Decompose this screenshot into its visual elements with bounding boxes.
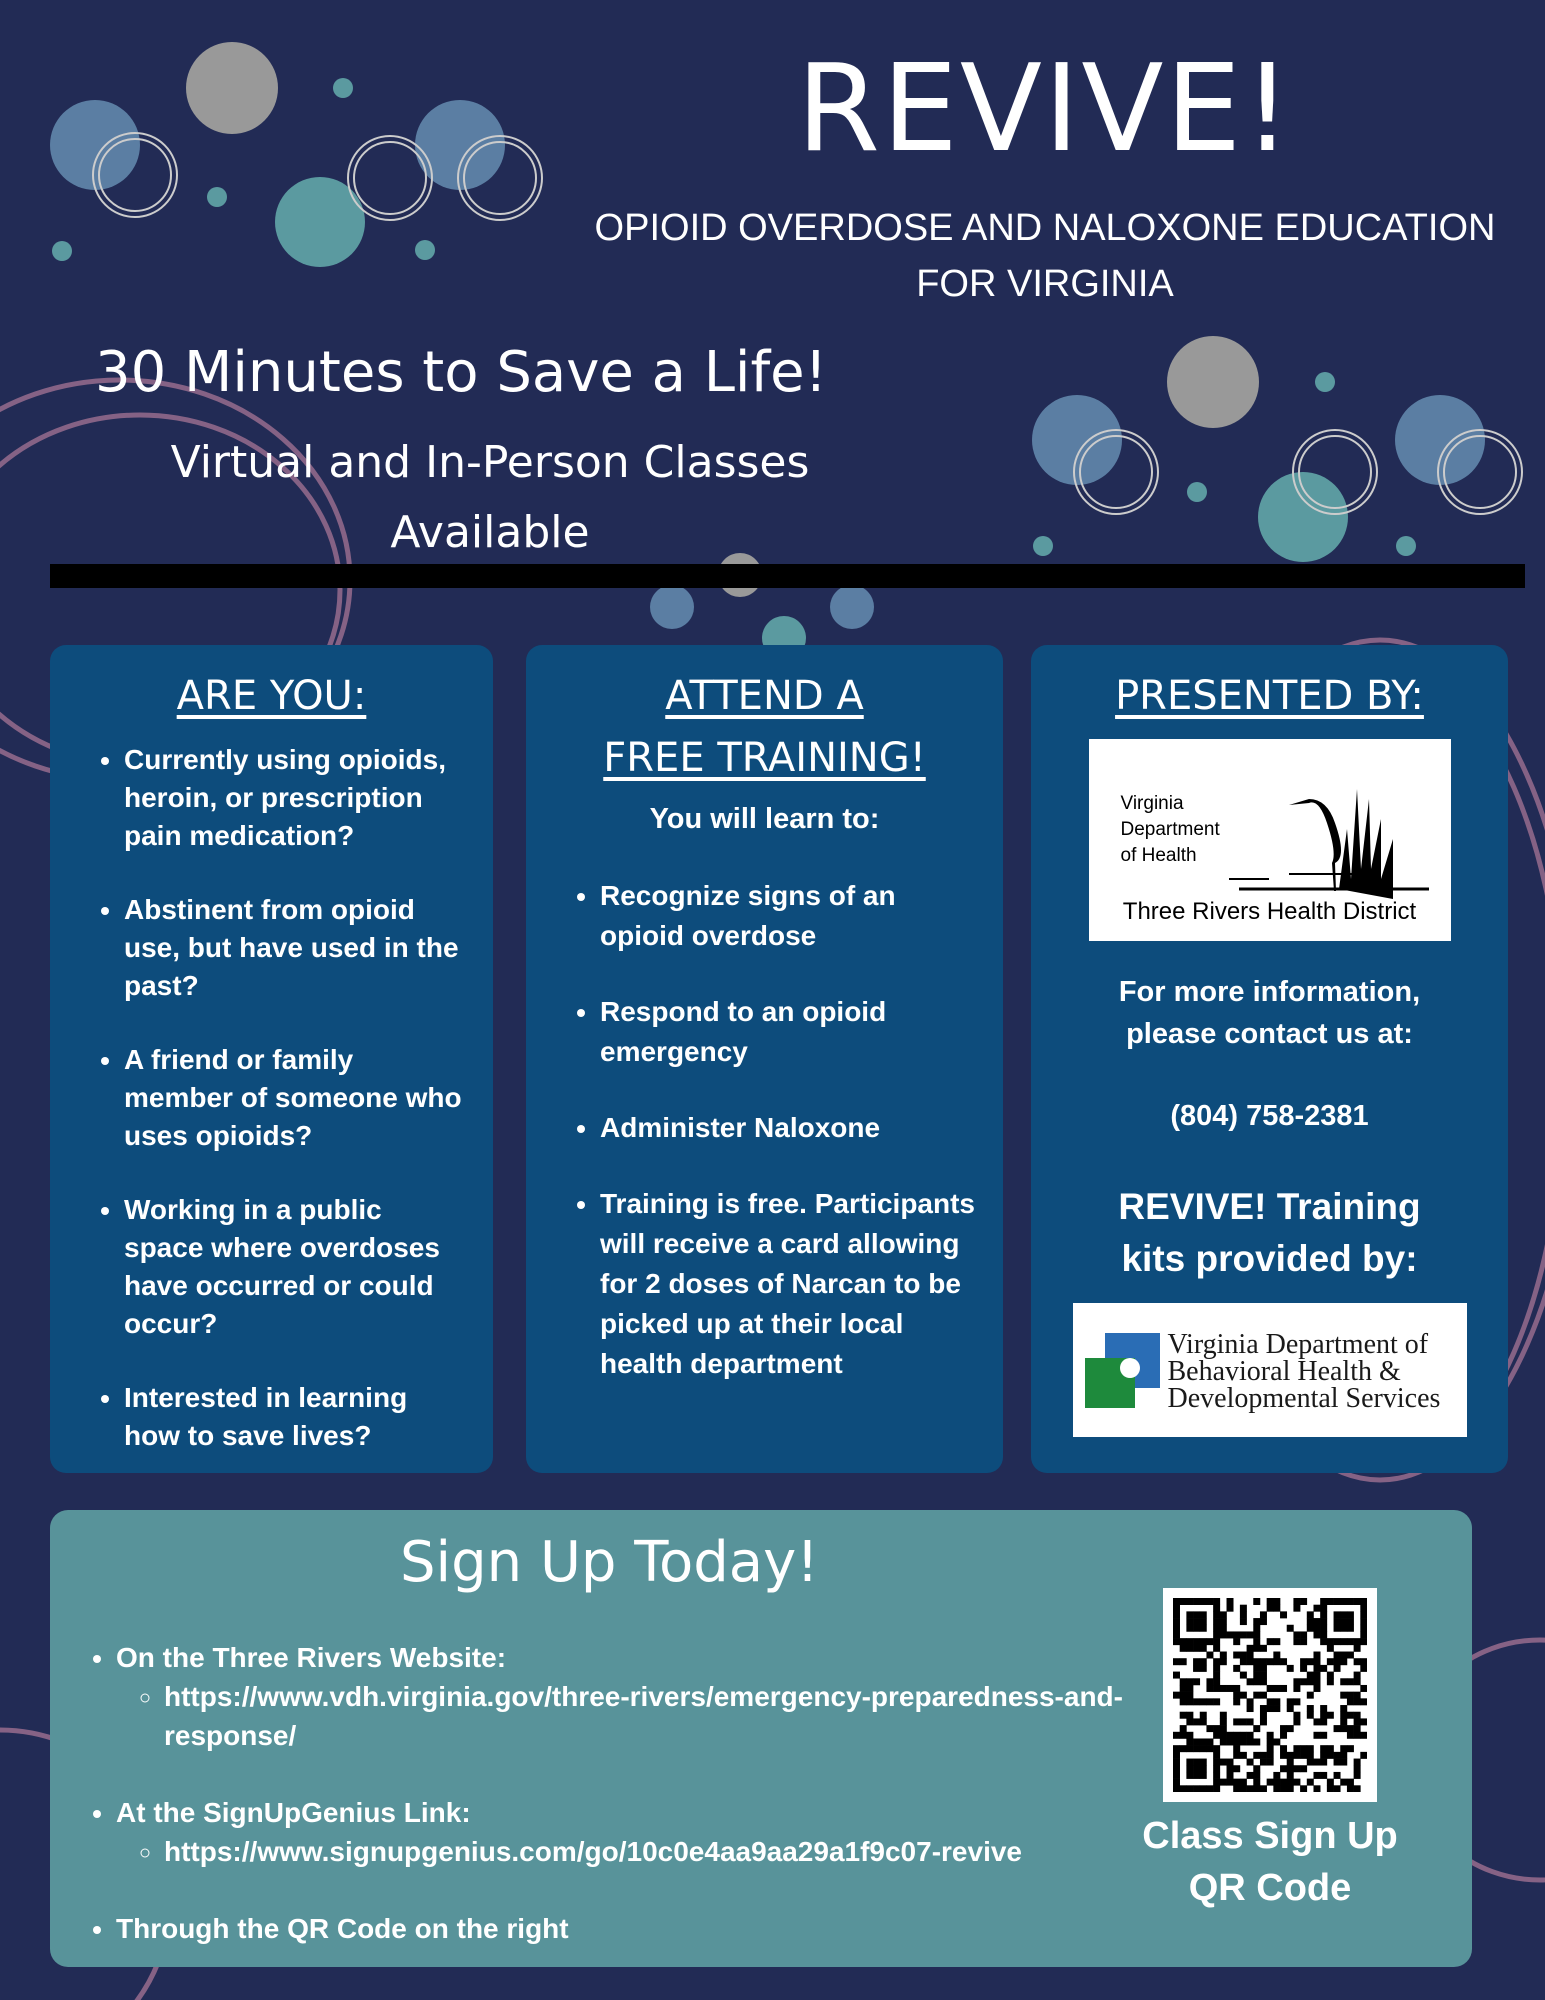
qr-code[interactable] — [1163, 1588, 1377, 1802]
subtitle — [560, 200, 1530, 312]
list-item: • Working in a public space where overdoses have occurred or could occur? — [124, 1191, 465, 1343]
divider-bar — [50, 564, 1525, 588]
title: REVIVE! — [796, 40, 1294, 179]
subtitle-line: FOR VIRGINIA — [916, 263, 1174, 305]
are-you-card — [50, 645, 493, 1473]
contact-text: please contact us at: — [1126, 1018, 1413, 1050]
logo-text: Virginia — [1120, 793, 1184, 814]
subtitle-line: OPIOID OVERDOSE AND NALOXONE EDUCATION — [594, 207, 1496, 249]
tagline: 30 Minutes to Save a Life! — [95, 340, 828, 405]
heading-line: FREE TRAINING! — [603, 735, 926, 781]
heron-icon — [1229, 759, 1439, 899]
phone-number: (804) 758-2381 — [1170, 1100, 1369, 1132]
dbhds-emblem-icon — [1085, 1333, 1165, 1413]
option-label: On the Three Rivers Website: — [116, 1642, 507, 1673]
logo-text: Developmental Services — [1167, 1383, 1441, 1414]
signup-option — [116, 1638, 1180, 1755]
qr-caption — [1110, 1810, 1430, 1914]
learn-intro: You will learn to: — [649, 803, 880, 835]
logo-text: Department — [1120, 819, 1220, 840]
vdh-three-rivers-logo — [1089, 739, 1451, 941]
classes-line: Virtual and In-Person Classes — [170, 437, 810, 488]
signup-option — [116, 1793, 1180, 1871]
caption-line: Class Sign Up — [1142, 1815, 1398, 1857]
signup-heading: Sign Up Today! — [400, 1530, 819, 1595]
card-heading: PRESENTED BY: — [1115, 673, 1424, 719]
list-item: • Interested in learning how to save lives? — [124, 1379, 465, 1455]
signup-section — [50, 1510, 1472, 1967]
contact-text: For more information, — [1118, 976, 1421, 1008]
list-item: • Currently using opioids, heroin, or prescription pain medication? — [124, 741, 465, 855]
logo-text: Behavioral Health & — [1167, 1356, 1401, 1387]
list-item: • A friend or family member of someone who uses opioids? — [124, 1041, 465, 1155]
card-heading — [554, 665, 975, 789]
training-card — [526, 645, 1003, 1473]
signup-option: • Through the QR Code on the right — [116, 1909, 1180, 1948]
card-heading: ARE YOU: — [176, 673, 367, 719]
logo-district: Three Rivers Health District — [1122, 898, 1417, 925]
caption-line: QR Code — [1188, 1867, 1352, 1909]
heading-line: ATTEND A — [665, 673, 864, 719]
list-item: • Training is free. Participants will receive a card allowing for 2 doses of Narcan to be picked up at their local health department — [600, 1184, 975, 1384]
list-item: • Abstinent from opioid use, but have used in the past? — [124, 891, 465, 1005]
presented-by-card — [1031, 645, 1508, 1473]
qr-code-pattern — [1173, 1598, 1367, 1792]
logo-text: Virginia Department of — [1167, 1329, 1429, 1360]
list-item: • Recognize signs of an opioid overdose — [600, 876, 975, 956]
list-item: • Administer Naloxone — [600, 1108, 975, 1148]
website-link[interactable]: ◦ https://www.vdh.virginia.gov/three-rivers/emergency-preparedness-and-response/ — [164, 1677, 1206, 1755]
dbhds-logo — [1073, 1303, 1467, 1437]
list-item: • Respond to an opioid emergency — [600, 992, 975, 1072]
kits-text: REVIVE! Training — [1118, 1186, 1421, 1227]
option-label: At the SignUpGenius Link: — [116, 1797, 471, 1828]
kits-text: kits provided by: — [1121, 1238, 1418, 1279]
logo-text: of Health — [1120, 845, 1197, 866]
classes-line: Available — [390, 507, 590, 558]
signupgenius-link[interactable]: ◦ https://www.signupgenius.com/go/10c0e4aa9aa29a1f9c07-revive — [164, 1832, 1206, 1871]
classes-available — [120, 428, 860, 568]
